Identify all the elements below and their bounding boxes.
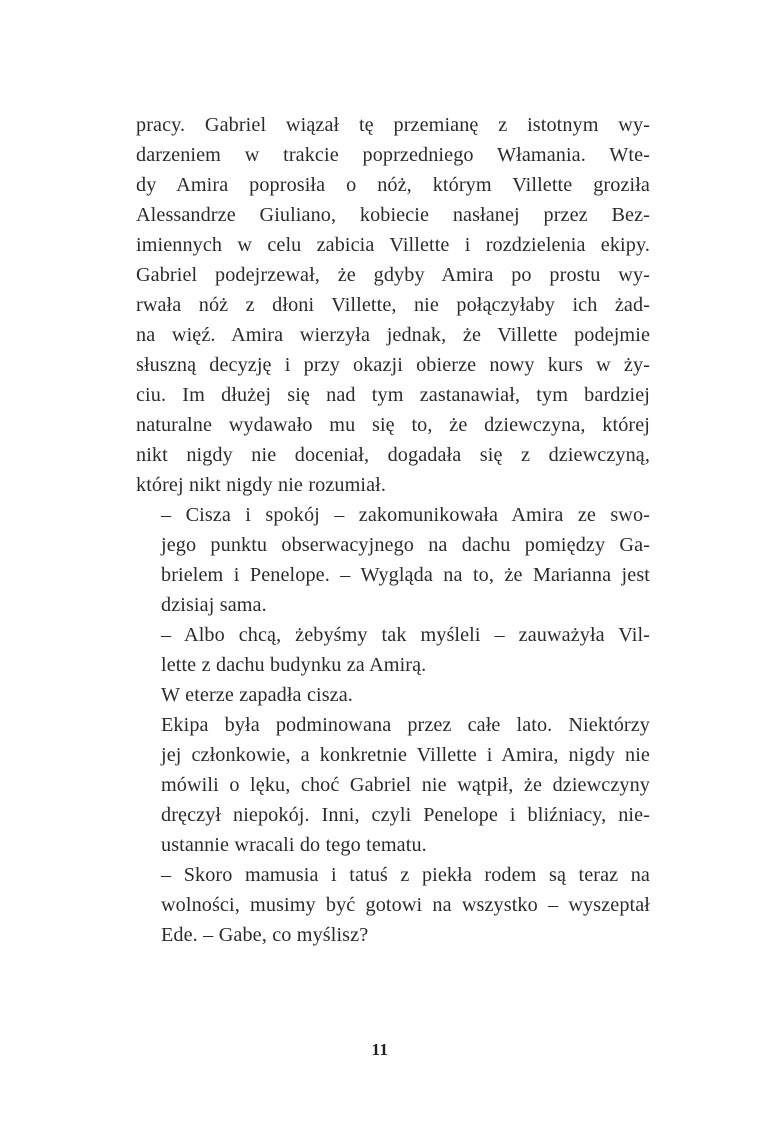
text-line: wolności, musimy być gotowi na wszystko – wyszeptał	[161, 894, 650, 916]
text-line: dy Amira poprosiła o nóż, którym Villette groziła	[136, 174, 650, 196]
paragraph	[136, 500, 650, 620]
paragraph	[136, 710, 650, 860]
text-line: dręczył niepokój. Inni, czyli Penelope i bliźniacy, nie-	[161, 804, 650, 826]
text-line: W eterze zapadła cisza.	[161, 684, 353, 706]
text-line: – Skoro mamusia i tatuś z piekła rodem są teraz na	[161, 864, 650, 886]
text-line: rwała nóż z dłoni Villette, nie połączyłaby ich żad-	[136, 294, 650, 316]
text-line: Gabriel podejrzewał, że gdyby Amira po prostu wy-	[136, 264, 650, 286]
text-line: Ekipa była podminowana przez całe lato. Niektórzy	[161, 714, 650, 736]
text-line: dzisiaj sama.	[161, 594, 267, 616]
page-number: 11	[371, 1040, 389, 1059]
text-line: Ede. – Gabe, co myślisz?	[161, 924, 369, 946]
text-line: słuszną decyzję i przy okazji obierze nowy kurs w ży-	[136, 354, 650, 376]
text-line: brielem i Penelope. – Wygląda na to, że Marianna jest	[161, 564, 650, 586]
text-line: darzeniem w trakcie poprzedniego Włamania. Wte-	[136, 144, 650, 166]
text-line: jej członkowie, a konkretnie Villette i Amira, nigdy nie	[161, 744, 650, 766]
text-line: pracy. Gabriel wiązał tę przemianę z istotnym wy-	[136, 114, 650, 136]
text-line: nikt nigdy nie doceniał, dogadała się z dziewczyną,	[136, 444, 650, 466]
text-line: lette z dachu budynku za Amirą.	[161, 654, 427, 676]
text-line: jego punktu obserwacyjnego na dachu pomiędzy Ga-	[161, 534, 650, 556]
paragraph	[136, 620, 650, 680]
text-line: naturalne wydawało mu się to, że dziewczyna, której	[136, 414, 650, 436]
text-line: – Albo chcą, żebyśmy tak myśleli – zauważyła Vil-	[161, 624, 650, 646]
text-line: Alessandrze Giuliano, kobiecie nasłanej przez Bez-	[136, 204, 650, 226]
paragraph	[136, 110, 650, 500]
page-text-block	[136, 110, 650, 950]
text-line: imiennych w celu zabicia Villette i rozdzielenia ekipy.	[136, 234, 650, 256]
text-line: – Cisza i spokój – zakomunikowała Amira ze swo-	[161, 504, 650, 526]
text-line: na więź. Amira wierzyła jednak, że Villette podejmie	[136, 324, 650, 346]
paragraph	[136, 860, 650, 950]
text-line: mówili o lęku, choć Gabriel nie wątpił, że dziewczyny	[161, 774, 650, 796]
text-line: ustannie wracali do tego tematu.	[161, 834, 427, 856]
paragraph	[136, 680, 650, 710]
text-line: której nikt nigdy nie rozumiał.	[136, 474, 387, 496]
text-line: ciu. Im dłużej się nad tym zastanawiał, tym bardziej	[136, 384, 650, 406]
